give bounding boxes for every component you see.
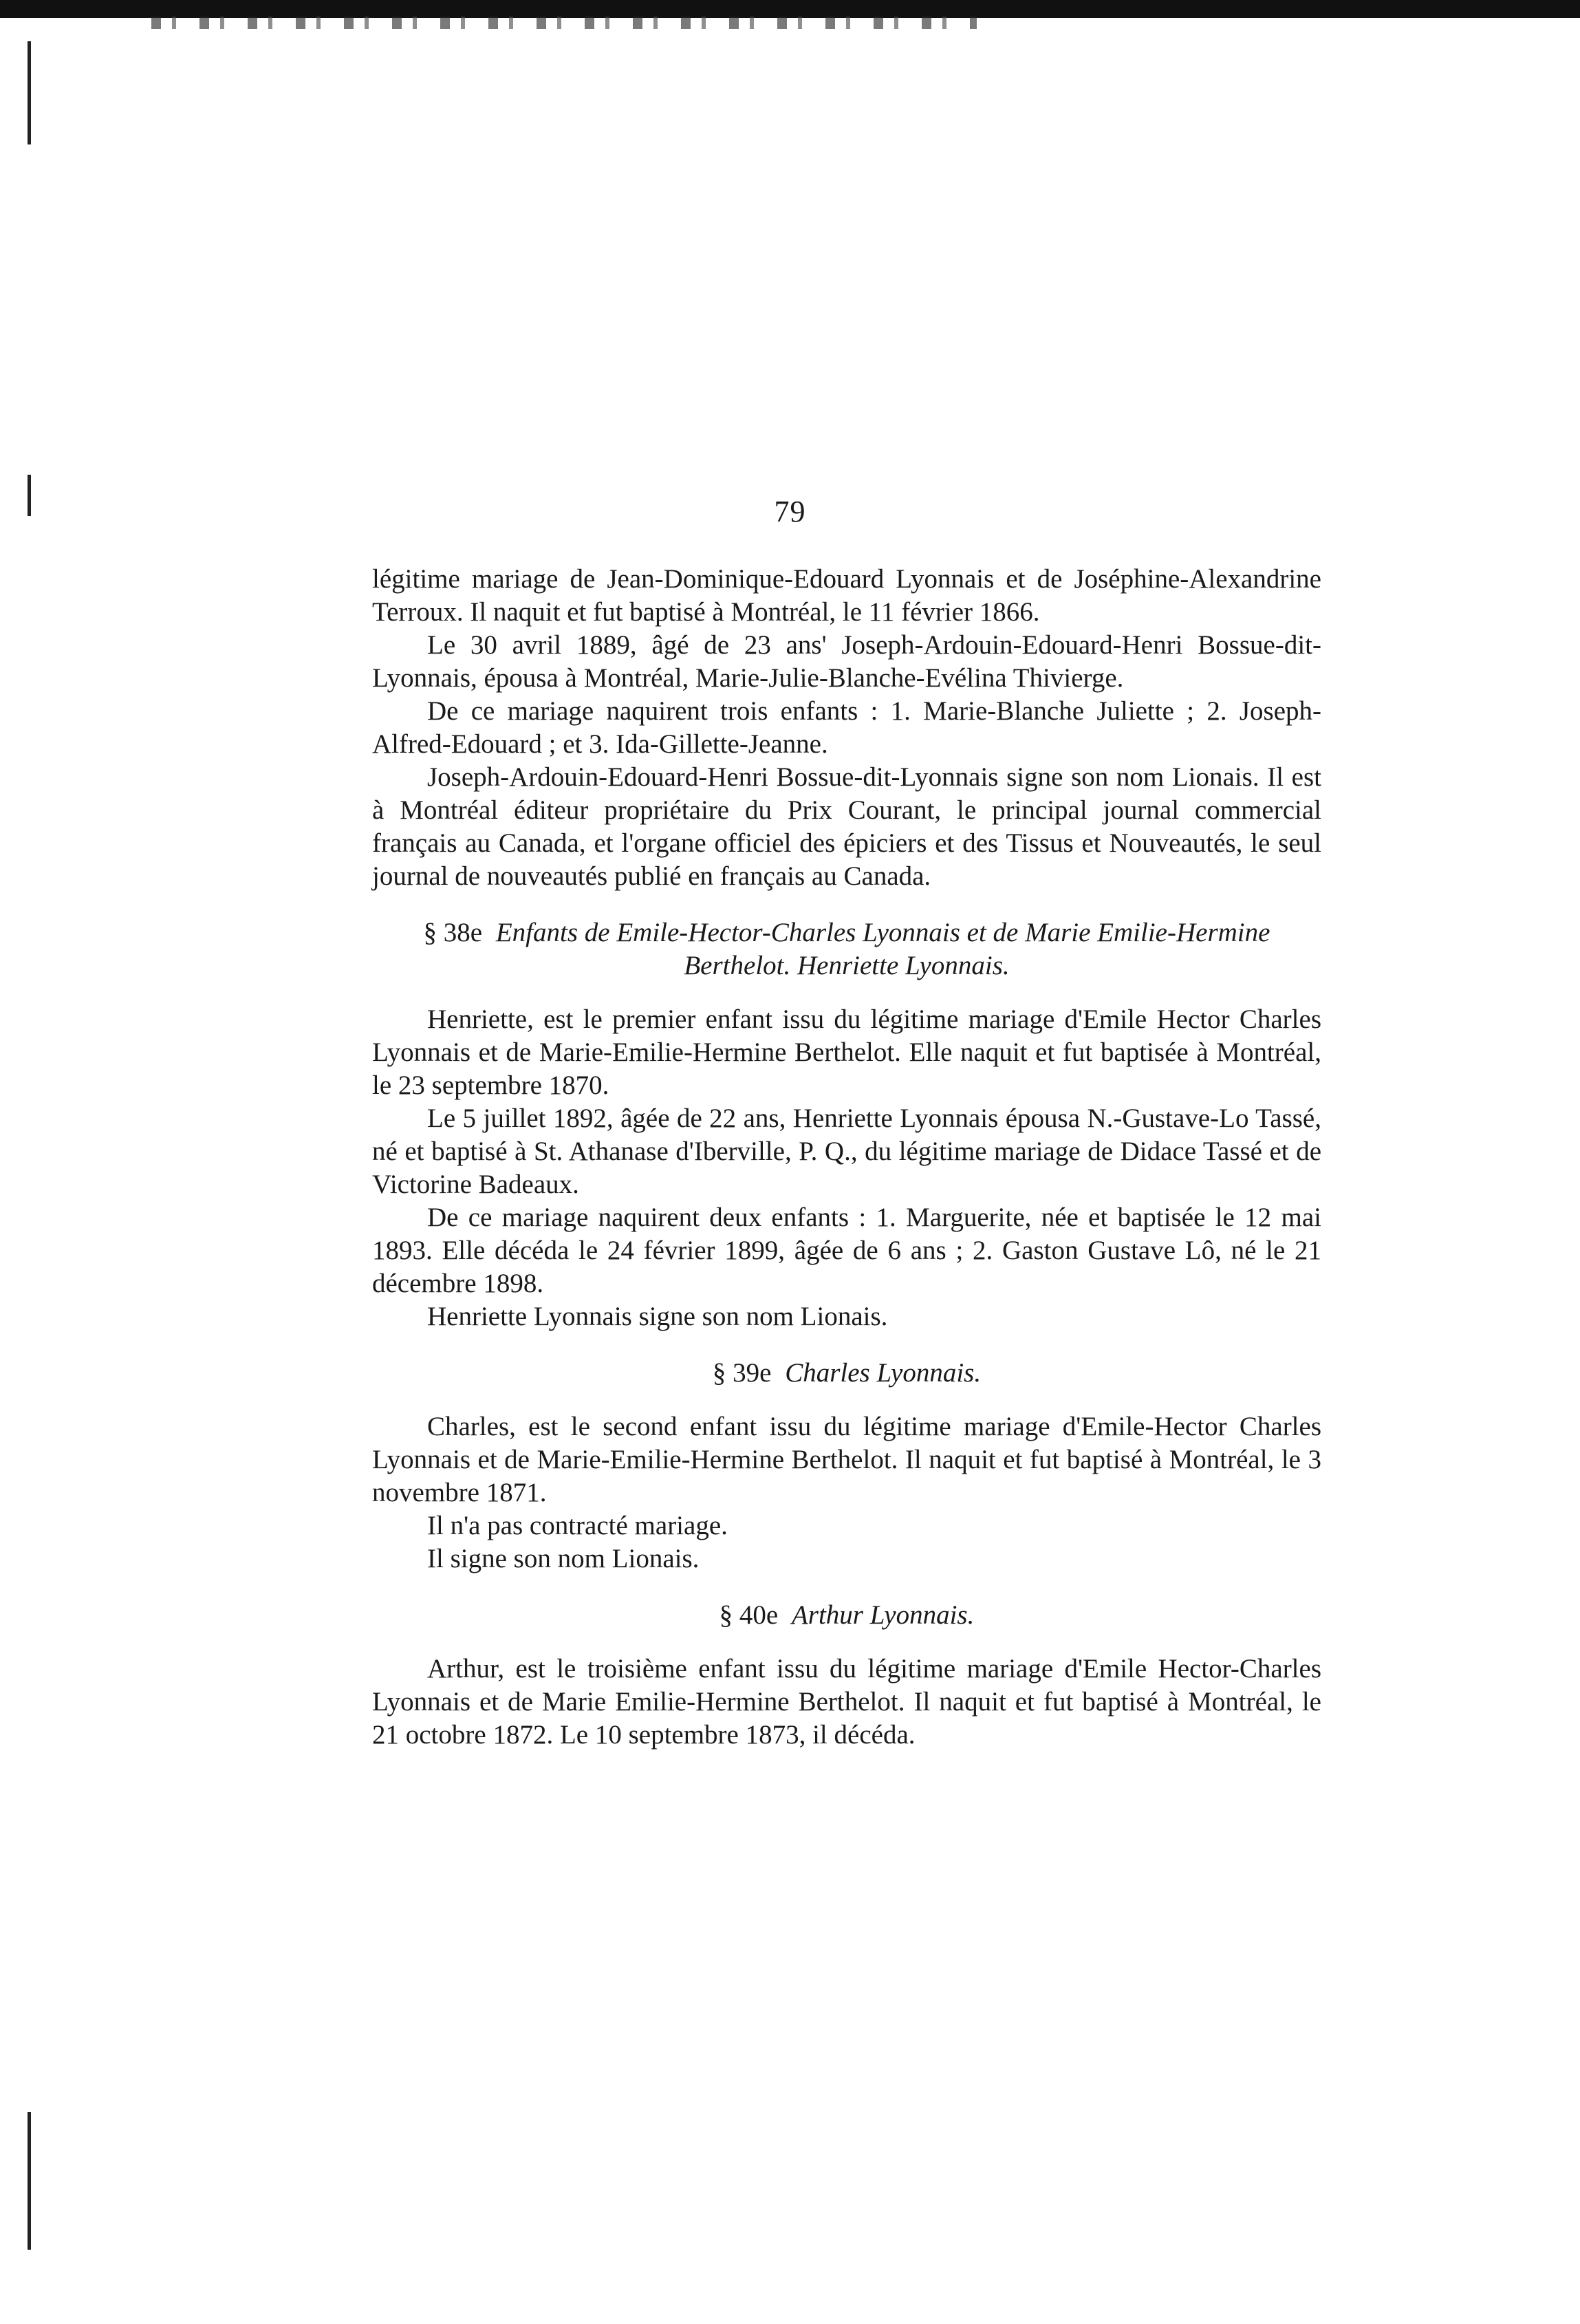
section-title: Arthur Lyonnais. (791, 1600, 975, 1630)
scan-edge-mark (28, 41, 31, 144)
paragraph: Il signe son nom Lionais. (427, 1544, 700, 1573)
paragraph: légitime mariage de Jean-Dominique-Edouard Lyonnais et de Joséphine-Alexandrine Terroux. Il naquit et fut baptisé à Montréal, le 11 février 1866. (372, 564, 1321, 627)
paragraph: Joseph-Ardouin-Edouard-Henri Bossue-dit-Lyonnais signe son nom Lionais. Il est à Montréal éditeur propriétaire du Prix Courant, le principal journal commercial français au Canada, et l'organe officiel des épiciers et des Tissus et Nouveautés, le seul journal de nouveautés publié en français au Canada. (372, 762, 1321, 891)
section-number: § 38e (423, 918, 483, 947)
scan-edge-mark (28, 2112, 31, 2250)
section-number: § 39e (712, 1358, 772, 1388)
paragraph: Charles, est le second enfant issu du légitime mariage d'Emile-Hector Charles Lyonnais et de Marie-Emilie-Hermine Berthelot. Il naquit et fut baptisé à Montréal, le 3 novembre 1871. (372, 1412, 1321, 1507)
section-title: Enfants de Emile-Hector-Charles Lyonnais et de Marie Emilie-Hermine Berthelot. Henriette Lyonnais. (495, 918, 1270, 980)
paragraph: De ce mariage naquirent deux enfants : 1. Marguerite, née et baptisée le 12 mai 1893. Elle décéda le 24 février 1899, âgée de 6 ans ; 2. Gaston Gustave Lô, né le 21 décembre 1898. (372, 1203, 1321, 1298)
paragraph: Arthur, est le troisième enfant issu du légitime mariage d'Emile Hector-Charles Lyonnais et de Marie Emilie-Hermine Berthelot. Il naquit et fut baptisé à Montréal, le 21 octobre 1872. Le 10 septembre 1873, il décéda. (372, 1654, 1321, 1750)
page-number: 79 (774, 495, 806, 528)
section-heading-38 (372, 916, 1321, 982)
paragraph: Le 5 juillet 1892, âgée de 22 ans, Henriette Lyonnais épousa N.-Gustave-Lo Tassé, né et baptisé à St. Athanase d'Iberville, P. Q., du légitime mariage de Didace Tassé et de Victorine Badeaux. (372, 1104, 1321, 1199)
paragraph: Henriette Lyonnais signe son nom Lionais. (427, 1302, 888, 1331)
paragraph: De ce mariage naquirent trois enfants : 1. Marie-Blanche Juliette ; 2. Joseph-Alfred-Edouard ; et 3. Ida-Gillette-Jeanne. (372, 696, 1321, 759)
section-number: § 40e (719, 1600, 779, 1630)
section-heading-40 (372, 1599, 1321, 1632)
paragraph: Il n'a pas contracté mariage. (427, 1511, 728, 1540)
page-body (372, 563, 1321, 1752)
section-heading-39 (372, 1357, 1321, 1390)
paragraph: Henriette, est le premier enfant issu du légitime mariage d'Emile Hector Charles Lyonnais et de Marie-Emilie-Hermine Berthelot. Elle naquit et fut baptisée à Montréal, le 23 septembre 1870. (372, 1004, 1321, 1100)
scan-top-border-noise (151, 17, 977, 29)
section-title: Charles Lyonnais. (785, 1358, 982, 1388)
paragraph: Le 30 avril 1889, âgé de 23 ans' Joseph-Ardouin-Edouard-Henri Bossue-dit-Lyonnais, épousa à Montréal, Marie-Julie-Blanche-Evélina Thivierge. (372, 630, 1321, 693)
scan-top-border (0, 0, 1580, 18)
